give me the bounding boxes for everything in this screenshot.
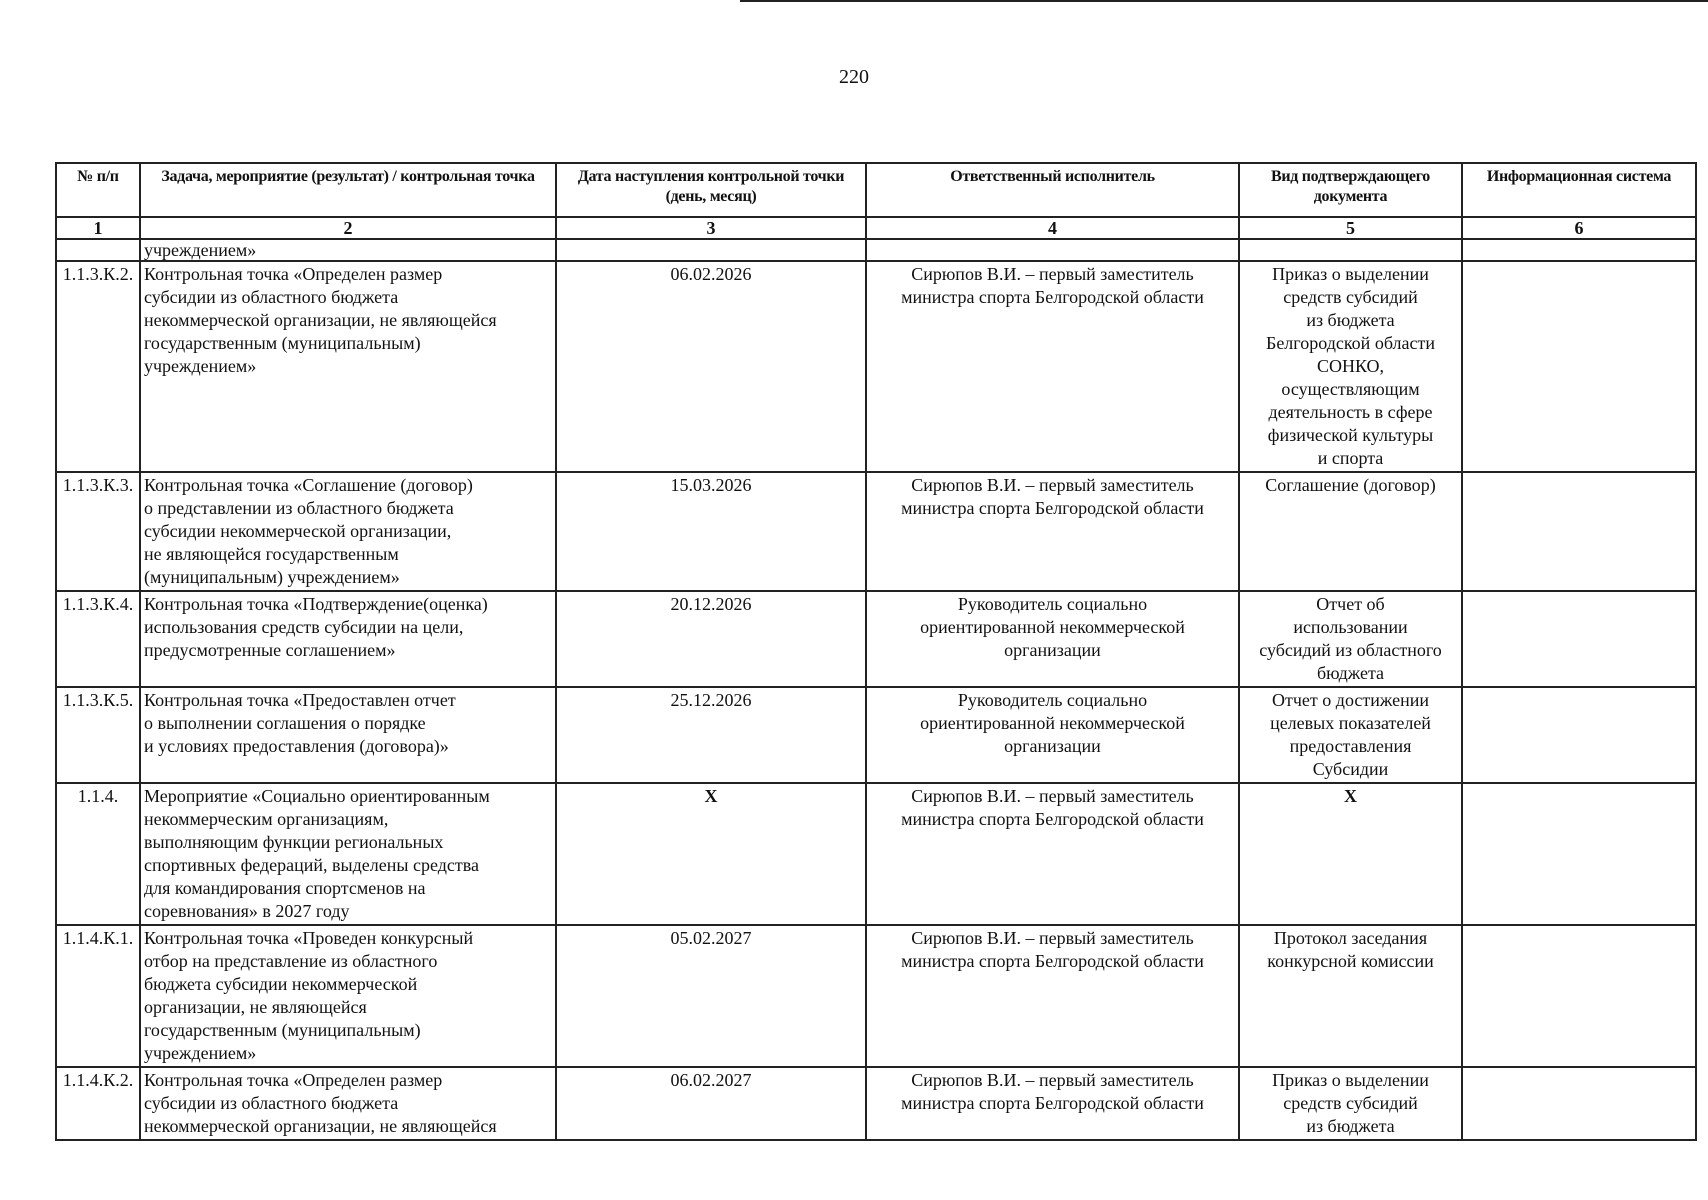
row-document: Протокол заседания конкурсной комиссии: [1239, 925, 1462, 1067]
row-number: 1.1.3.К.4.: [56, 591, 140, 687]
row-responsible: Сирюпов В.И. – первый заместитель министра спорта Белгородской области: [866, 925, 1239, 1067]
header-system: Информационная система: [1462, 163, 1696, 217]
column-number: 2: [140, 217, 556, 239]
row-document: Отчет о достижении целевых показателей предоставления Субсидии: [1239, 687, 1462, 783]
column-number-row: [56, 217, 1696, 239]
row-date: 25.12.2026: [556, 687, 866, 783]
row-task: Контрольная точка «Подтверждение(оценка) использования средств субсидии на цели, предусмотренные соглашением»: [140, 591, 556, 687]
page-number: 220: [839, 66, 869, 88]
row-date: [556, 239, 866, 261]
control-points-table: [55, 162, 1697, 1141]
row-task: Контрольная точка «Определен размер субсидии из областного бюджета некоммерческой организации, не являющейся государственным (муниципальным) учреждением»: [140, 261, 556, 472]
row-document: Соглашение (договор): [1239, 472, 1462, 591]
row-responsible: Руководитель социально ориентированной некоммерческой организации: [866, 591, 1239, 687]
row-number: 1.1.4.: [56, 783, 140, 925]
column-number: 3: [556, 217, 866, 239]
row-responsible: Сирюпов В.И. – первый заместитель министра спорта Белгородской области: [866, 472, 1239, 591]
row-system: [1462, 1067, 1696, 1140]
table-row: [56, 687, 1696, 783]
header-responsible: Ответственный исполнитель: [866, 163, 1239, 217]
table-row: [56, 261, 1696, 472]
row-date: X: [556, 783, 866, 925]
row-system: [1462, 925, 1696, 1067]
row-task: Контрольная точка «Предоставлен отчет о выполнении соглашения о порядке и условиях предоставления (договора)»: [140, 687, 556, 783]
header-date: Дата наступления контрольной точки (день, месяц): [556, 163, 866, 217]
row-date: 05.02.2027: [556, 925, 866, 1067]
row-responsible: [866, 239, 1239, 261]
row-number: 1.1.3.К.5.: [56, 687, 140, 783]
row-date: 15.03.2026: [556, 472, 866, 591]
row-document: Приказ о выделении средств субсидий из бюджета Белгородской области СОНКО, осуществляющим деятельность в сфере физической культуры и спорта: [1239, 261, 1462, 472]
column-number: 5: [1239, 217, 1462, 239]
row-system: [1462, 591, 1696, 687]
row-responsible: Сирюпов В.И. – первый заместитель министра спорта Белгородской области: [866, 783, 1239, 925]
row-date: 06.02.2027: [556, 1067, 866, 1140]
header-document: Вид подтверждающего документа: [1239, 163, 1462, 217]
row-task: Мероприятие «Социально ориентированным некоммерческим организациям, выполняющим функции региональных спортивных федераций, выделены средства для командирования спортсменов на соревнования» в 2027 году: [140, 783, 556, 925]
table-header-row: [56, 163, 1696, 217]
row-responsible: Сирюпов В.И. – первый заместитель министра спорта Белгородской области: [866, 1067, 1239, 1140]
row-document: Отчет об использовании субсидий из областного бюджета: [1239, 591, 1462, 687]
row-task: учреждением»: [140, 239, 556, 261]
column-number: 4: [866, 217, 1239, 239]
row-system: [1462, 239, 1696, 261]
row-system: [1462, 783, 1696, 925]
row-task: Контрольная точка «Определен размер субсидии из областного бюджета некоммерческой организации, не являющейся: [140, 1067, 556, 1140]
row-responsible: Сирюпов В.И. – первый заместитель министра спорта Белгородской области: [866, 261, 1239, 472]
row-number: 1.1.3.К.2.: [56, 261, 140, 472]
table-row: [56, 925, 1696, 1067]
row-date: 20.12.2026: [556, 591, 866, 687]
header-number: № п/п: [56, 163, 140, 217]
row-responsible: Руководитель социально ориентированной некоммерческой организации: [866, 687, 1239, 783]
row-date: 06.02.2026: [556, 261, 866, 472]
table-row: [56, 472, 1696, 591]
row-number: [56, 239, 140, 261]
column-number: 1: [56, 217, 140, 239]
table-row: [56, 1067, 1696, 1140]
row-system: [1462, 472, 1696, 591]
row-system: [1462, 687, 1696, 783]
row-task: Контрольная точка «Соглашение (договор) о представлении из областного бюджета субсидии некоммерческой организации, не являющейся государственным (муниципальным) учреждением»: [140, 472, 556, 591]
row-document: Приказ о выделении средств субсидий из бюджета: [1239, 1067, 1462, 1140]
row-document: X: [1239, 783, 1462, 925]
row-number: 1.1.3.К.3.: [56, 472, 140, 591]
header-task: Задача, мероприятие (результат) / контрольная точка: [140, 163, 556, 217]
row-document: [1239, 239, 1462, 261]
column-number: 6: [1462, 217, 1696, 239]
row-system: [1462, 261, 1696, 472]
row-number: 1.1.4.К.1.: [56, 925, 140, 1067]
top-rule: [740, 0, 1708, 2]
table-row: [56, 783, 1696, 925]
table-row: [56, 239, 1696, 261]
row-task: Контрольная точка «Проведен конкурсный отбор на представление из областного бюджета субсидии некоммерческой организации, не являющейся государственным (муниципальным) учреждением»: [140, 925, 556, 1067]
row-number: 1.1.4.К.2.: [56, 1067, 140, 1140]
table-row: [56, 591, 1696, 687]
